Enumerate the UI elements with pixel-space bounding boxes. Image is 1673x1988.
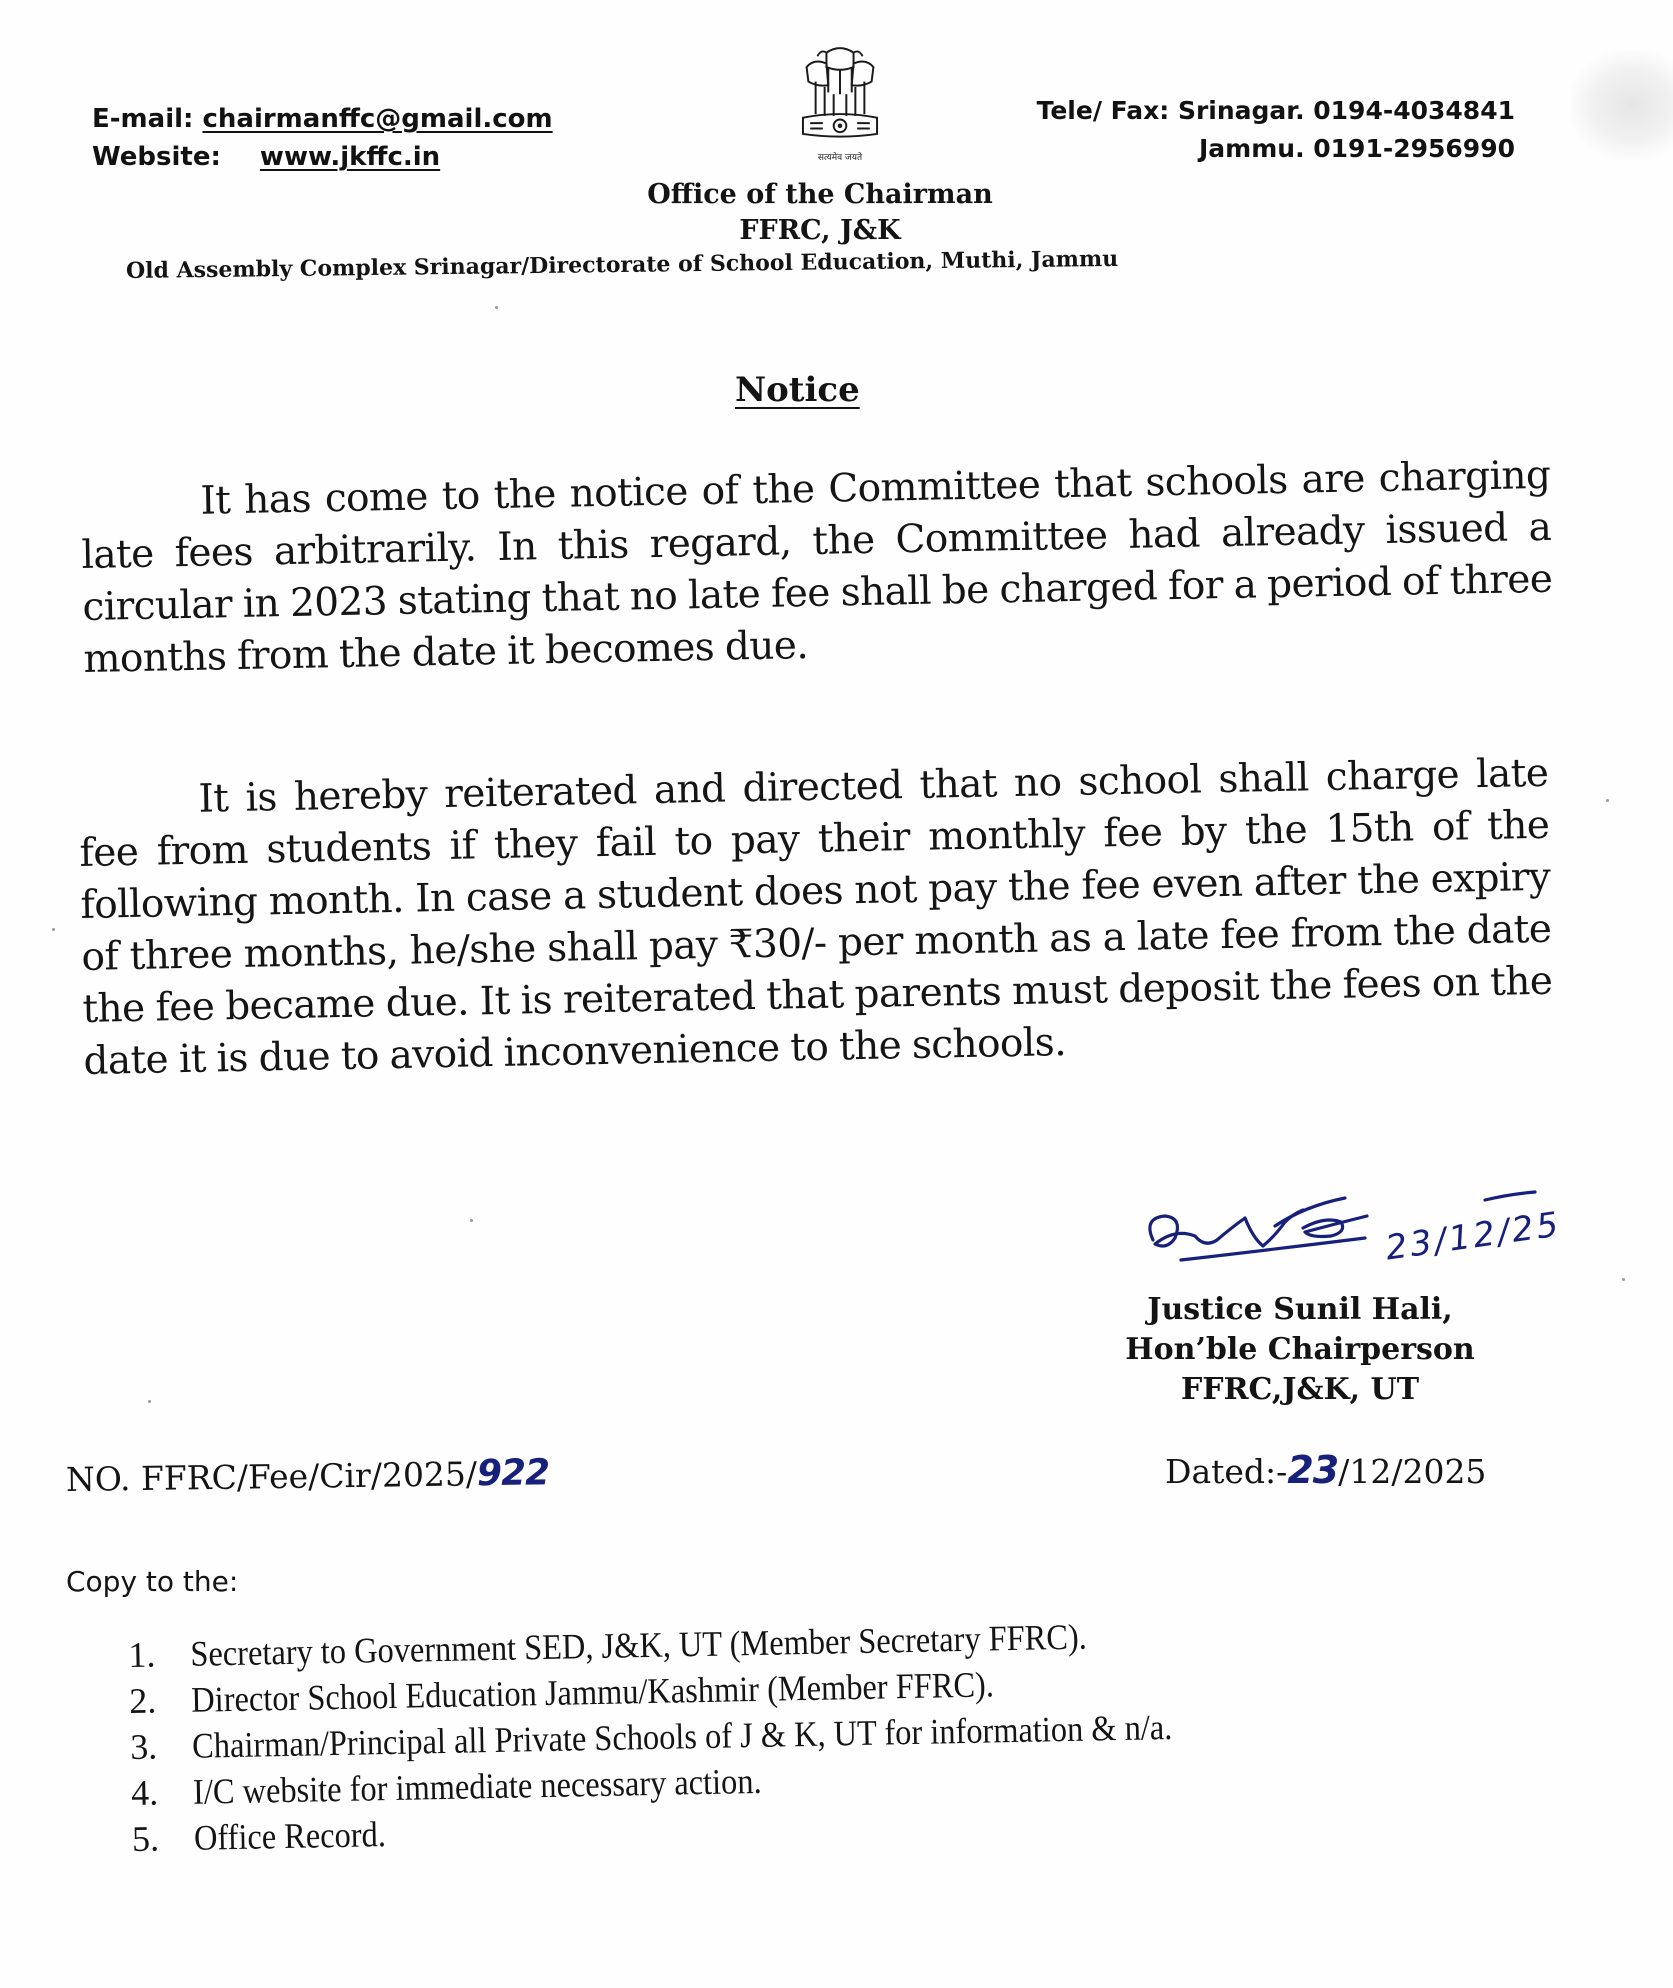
scan-speck [148, 1400, 151, 1403]
scan-smudge [1570, 50, 1673, 160]
scan-speck [1622, 1278, 1625, 1281]
copy-to-list [128, 1605, 1532, 1862]
website-link[interactable]: www.jkffc.in [259, 142, 441, 172]
handwritten-signature [1135, 1188, 1565, 1284]
reference-number-handwritten: 922 [476, 1452, 550, 1495]
national-emblem-icon [790, 40, 890, 152]
dated-label: Dated:- [1165, 1452, 1288, 1491]
email-row [92, 100, 553, 138]
website-label: Website: [92, 142, 221, 172]
tele-fax-srinagar: Tele/ Fax: Srinagar. 0194-4034841 [1036, 96, 1515, 125]
signatory-designation: Hon’ble Chairperson [1125, 1332, 1475, 1367]
scan-speck [495, 306, 498, 309]
contact-left [92, 100, 553, 176]
copy-to-item-number: 3. [129, 1726, 158, 1767]
signature-date: 23/12/25 [1383, 1204, 1564, 1269]
signatory-block [1090, 1290, 1510, 1410]
copy-to-item-number: 4. [130, 1772, 159, 1813]
office-address: Old Assembly Complex Srinagar/Directorate of School Education, Muthi, Jammu [125, 245, 1119, 284]
copy-to-item-text: Secretary to Government SED, J&K, UT (Member Secretary FFRC). [190, 1616, 1088, 1674]
dated-rest: /12/2025 [1338, 1452, 1487, 1491]
paragraph-indent [81, 514, 201, 516]
scan-speck [1606, 799, 1609, 802]
scan-speck [52, 928, 55, 931]
signatory-name: Justice Sunil Hali, [1147, 1292, 1453, 1327]
copy-to-heading: Copy to the: [66, 1565, 239, 1598]
copy-to-item-text: I/C website for immediate necessary action. [192, 1760, 762, 1812]
contact-right [1037, 92, 1515, 168]
email-link[interactable]: chairmanffc@gmail.com [202, 104, 553, 134]
paragraph-1-text: It has come to the notice of the Committee that schools are charging late fees arbitrarily. In this regard, the Committee had already issued a circular in 2023 stating that no late fee shall be charged for a period of three months from the date it becomes due. [81, 452, 1553, 682]
emblem-motto: सत्यमेव जयते [817, 153, 863, 163]
copy-to-item-number: 5. [131, 1818, 160, 1859]
reference-prefix: NO. FFRC/Fee/Cir/2025/ [65, 1454, 478, 1499]
copy-to-item-number: 1. [128, 1634, 156, 1675]
office-title: Office of the Chairman [647, 179, 993, 210]
tele-fax-jammu: Jammu. 0191-2956990 [1199, 134, 1515, 163]
email-label: E-mail: [92, 104, 194, 134]
copy-to-item-text: Director School Education Jammu/Kashmir (Member FFRC). [190, 1664, 995, 1720]
website-row [92, 138, 553, 176]
dated [1165, 1448, 1486, 1494]
copy-to-item-number: 2. [128, 1680, 157, 1721]
notice-heading: Notice [735, 370, 860, 410]
notice-paragraph-2 [78, 748, 1554, 1088]
paragraph-indent [79, 812, 199, 814]
copy-to-item-text: Office Record. [193, 1814, 387, 1858]
paragraph-2-text: It is hereby reiterated and directed that no school shall charge late fee from students if they fail to pay their monthly fee by the 15th of the following month. In case a student does not pay the fee even after the expiry of three months, he/she shall pay ₹30/- per month as a late fee from the date the fee became due. It is reiterated that parents must deposit the fees on the date it is due to avoid inconvenience to the schools. [79, 750, 1553, 1084]
copy-to-item-text: Chairman/Principal all Private Schools of J & K, UT for information & n/a. [191, 1706, 1173, 1766]
notice-paragraph-1 [80, 450, 1554, 686]
office-subtitle: FFRC, J&K [739, 215, 901, 246]
scan-speck [470, 1219, 473, 1222]
dated-day-handwritten: 23 [1287, 1448, 1339, 1492]
signatory-organization: FFRC,J&K, UT [1180, 1372, 1420, 1407]
reference-number [66, 1451, 550, 1502]
